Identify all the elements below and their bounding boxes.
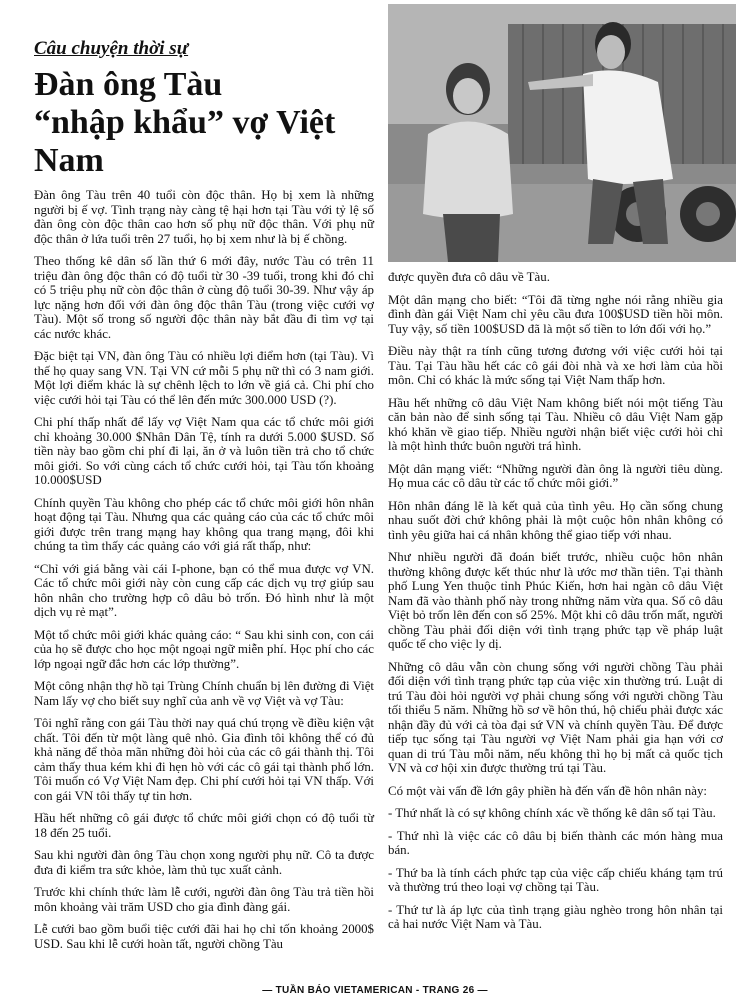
photo-illustration — [388, 4, 736, 262]
list-item: - Thứ ba là tính cách phức tạp của việc cấp chiếu kháng tạm trú và thường trú theo loại vợ chồng tại Tàu. — [388, 865, 723, 894]
paragraph: Theo thống kê dân số lần thứ 6 mới đây, nước Tàu có trên 11 triệu đàn ông độc thân có độ tuổi từ 30 -39 tuổi, trong khi đó chỉ có 5 triệu phụ nữ còn độc thân ở cùng độ tuổi 30-39. Như vậy áp lực nặng hơn đối với đàn ông độc thân Tàu (trong việc cưới vợ Tàu). Một số trong số người độc thân này bắt đầu đi tìm vợ tại các nước khác. — [34, 254, 374, 341]
paragraph: Điều này thật ra tính cũng tương đương với việc cưới hỏi tại Tàu. Tại Tàu hầu hết các cô gái đòi nhà và xe hơi làm của hồi môn. Chỉ có khác là mức sống tại Việt Nam thấp hơn. — [388, 344, 723, 387]
paragraph: Những cô dâu vẫn còn chung sống với người chồng Tàu phải đối diện với tình trạng phức tạp của việc xin thường trú. Luật di trú Tàu đòi hỏi người vợ phải chung sống với người chồng Tàu tối thiểu 5 năm. Những hồ sơ về hôn thú, hộ chiếu phải được xác nhận đầy đủ với cả tòa đại sứ VN và chính quyền Tàu. Để được tiếp tục sống tại Tàu người vợ Việt Nam phải gia hạn với cơ quan di trú Tàu mỗi năm, nếu không thì họ bị mất cả quốc tịch VN và cơ hội xin được thường trú tại Tàu. — [388, 659, 723, 775]
paragraph: Một tổ chức môi giới khác quảng cáo: “ Sau khi sinh con, con cái của họ sẽ được cho học một ngoại ngữ miễn phí. Học phí cho các lớp ngoại ngữ đắc hơn các lớp thường”. — [34, 627, 374, 671]
paragraph: Sau khi người đàn ông Tàu chọn xong người phụ nữ. Cô ta được đưa đi kiểm tra sức khỏe, làm thủ tục xuất cảnh. — [34, 848, 374, 877]
paragraph: “Chỉ với giá bằng vài cái I-phone, bạn có thể mua được vợ VN. Các tổ chức môi giới này còn cung cấp các dịch vụ trợ giúp sau hôn nhân cho trường hợp cô dâu bỏ trốn. Đó hình như là một dịch vụ rẻ mạt”. — [34, 561, 374, 619]
list-item: - Thứ tư là áp lực của tình trạng giàu nghèo trong hôn nhân tại cả hai nước Việt Nam và Tàu. — [388, 902, 723, 931]
paragraph: Như nhiều người đã đoán biết trước, nhiều cuộc hôn nhân thường không được kết thúc như là ước mơ thần tiên. Tại thành phố Lung Yen thuộc tỉnh Phúc Kiến, hơn hai ngàn cô dâu Việt Nam đã vào thành phố này trong những năm vừa qua. Số cô dâu Việt bỏ trốn lên đến con số 25%. Một khi cô dâu trốn mất, người chồng Tàu phải đối diện với tình trạng phức tạp về pháp luật quốc tế cho việc ly dị. — [388, 550, 723, 651]
paragraph: được quyền đưa cô dâu về Tàu. — [388, 270, 550, 284]
paragraph: Một dân mạng viết: “Những người đàn ông là người tiêu dùng. Họ mua các cô dâu từ các tổ chức môi giới.” — [388, 461, 723, 490]
page-footer: — TUẦN BÁO VIETAMERICAN - TRANG 26 — — [262, 985, 488, 996]
paragraph: Đặc biệt tại VN, đàn ông Tàu có nhiều lợi điểm hơn (tại Tàu). Vì thế họ quay sang VN. Tại VN cứ mỗi 5 phụ nữ thì có 3 nam giới. Một lợi điểm khác là sự chênh lệch to lớn về giá cả. Chi phí cho việc cưới hỏi tại Tàu có thể lên đến mức 300.000 USD (?). — [34, 349, 374, 407]
article-title — [34, 66, 374, 180]
paragraph: Tôi nghĩ rằng con gái Tàu thời nay quá chú trọng về điều kiện vật chất. Tôi đến từ một làng quê nhỏ. Gia đình tôi không thể có đủ khả năng để thỏa mãn những đòi hỏi của các cô gái thành thị. Tôi cảm thấy thua kém khi đi hẹn hò với các cô gái tại thành phố lớn. Tôi muốn có Vợ Việt Nam đẹp. Chi phí cưới hỏi tại VN thấp. Với con gái VN tôi thấy tự tin hơn. — [34, 716, 374, 803]
title-line-1: Đàn ông Tàu — [34, 66, 223, 103]
paragraph: Có một vài vấn đề lớn gây phiền hà đến vấn đề hôn nhân này: — [388, 783, 707, 798]
paragraph: Trước khi chính thức làm lễ cưới, người đàn ông Tàu trả tiền hồi môn khoảng vài trăm USD cho gia đình đàng gái. — [34, 885, 374, 914]
list-item: - Thứ nhất là có sự không chính xác về thống kê dân số tại Tàu. — [388, 806, 716, 820]
paragraph: Lễ cưới bao gồm buổi tiệc cưới đãi hai họ chỉ tốn khoảng 2000$ USD. Sau khi lễ cưới hoàn tất, người chồng Tàu — [34, 922, 374, 951]
title-line-2: “nhập khẩu” vợ Việt Nam — [34, 104, 336, 179]
paragraph: Chi phí thấp nhất để lấy vợ Việt Nam qua các tổ chức môi giới chỉ khoảng 30.000 $Nhân Dân Tệ, tính ra dưới 5.000 $USD. Số tiền này bao gồm chi phí đi lại, ăn ở và luôn tiền trả cho tổ chức môi giới. So với cùng cách tổ chức cưới hỏi, tại Tàu tốn khoảng 10.000$USD — [34, 415, 374, 487]
paragraph: Một công nhận thợ hồ tại Trùng Chính chuẩn bị lên đường đi Việt Nam lấy vợ cho biết suy nghĩ của anh về vợ Việt và vợ Tàu: — [34, 679, 374, 708]
paragraph: Hầu hết những cô gái được tổ chức môi giới chọn có độ tuổi từ 18 đến 25 tuổi. — [34, 811, 374, 840]
section-label: Câu chuyện thời sự — [34, 38, 189, 59]
paragraph: Một dân mạng cho biết: “Tôi đã từng nghe nói rằng nhiều gia đình đàn gái Việt Nam chỉ yêu cầu đưa 100$USD tiền hồi môn. Tuy vậy, số tiền 100$USD đã là một số tiền to lớn đối với họ.” — [388, 292, 723, 336]
paragraph: Chính quyền Tàu không cho phép các tổ chức môi giới hôn nhân hoạt động tại Tàu. Nhưng qua các quảng cáo của các tổ chức môi giới được trên trang mạng hay không qua trang mạng, đôi khi chúng ta tìm thấy các quảng cáo với giá rất thấp, như: — [34, 495, 374, 553]
article-photo — [388, 4, 736, 262]
right-column — [388, 270, 723, 940]
paragraph: Hầu hết những cô dâu Việt Nam không biết nói một tiếng Tàu căn bản nào để sinh sống tại Tàu. Nhiều cô dâu Việt Nam gặp khó khăn về giao tiếp. Nhiều người nhận biết việc cưới hỏi chỉ là một hình thức buôn người trá hình. — [388, 395, 723, 453]
left-column — [34, 38, 374, 959]
paragraph: Đàn ông Tàu trên 40 tuổi còn độc thân. Họ bị xem là những người bị ế vợ. Tình trạng này càng tệ hại hơn tại Tàu với tỷ lệ số đàn ông còn độc thân cao hơn số phụ nữ độc thân. Với phụ nữ độc thân ở lứa tuổi trên 27 tuổi, họ bị xem như là bị ế chồng. — [34, 188, 374, 246]
list-item: - Thứ nhì là việc các cô dâu bị biến thành các món hàng mua bán. — [388, 828, 723, 857]
paragraph: Hôn nhân đáng lẽ là kết quả của tình yêu. Họ cần sống chung nhau suốt đời chứ không phải là một cuộc hôn nhân không có tình yêu giữa hai cá nhân không thể giao tiếp với nhau. — [388, 498, 723, 542]
